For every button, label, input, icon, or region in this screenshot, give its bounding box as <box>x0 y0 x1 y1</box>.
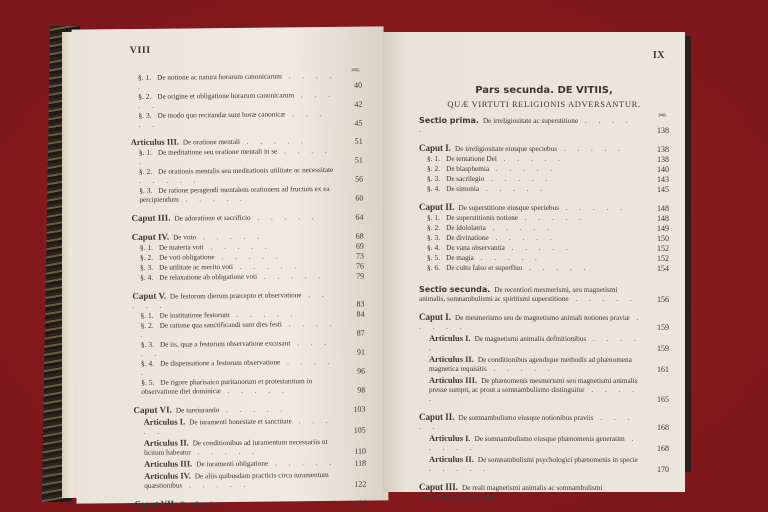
leader-dots: . . . . . <box>473 254 542 262</box>
toc-entry-title: De somnambulismo eiusque phænomenis generatim <box>474 435 625 443</box>
toc-entry-body <box>138 71 344 92</box>
toc-entry-label: §. 3. <box>140 339 154 349</box>
toc-entry-label: Articulus III. <box>130 136 179 148</box>
toc-entry-page: 138 <box>657 155 669 164</box>
toc-entry <box>419 355 669 374</box>
toc-entry-label: §. 2. <box>138 166 153 176</box>
toc-entry-page: 168 <box>657 423 669 432</box>
leader-dots: . . . . . <box>429 435 639 452</box>
toc-entry-title: De phænomenis mesmerismi seu magnetismi animalis presse sumpti, ac prout a somnambulismo distinguitur <box>429 377 638 394</box>
toc-entry-page: 40 <box>354 80 363 90</box>
toc-entry-title: De iis, quæ a festorum observatione excusant <box>159 339 291 349</box>
toc-entry-label: Caput VII. <box>134 498 177 510</box>
toc-entry-page: 98 <box>357 385 366 395</box>
toc-entry-page: 170 <box>657 465 669 474</box>
toc-entry-label: §. 3. <box>138 110 152 120</box>
toc-entry-title: De reali magnetismi animalis ac somnambulismi phænomenorum existentia <box>419 484 603 501</box>
toc-entry-title: De ratione qua sanctificandi sunt dies festi <box>159 320 282 330</box>
pag-label: pag. <box>351 67 360 73</box>
toc-entry-body <box>427 154 651 164</box>
toc-entry-title: De utilitate ac merito voti <box>159 262 234 272</box>
toc-entry <box>419 263 669 273</box>
toc-entry-page: 103 <box>353 404 366 414</box>
toc-entry <box>134 416 366 437</box>
toc-entry-title: De blasphemia <box>446 165 490 173</box>
leader-dots: . . . . . <box>195 232 265 242</box>
page-number-right: IX <box>652 50 665 61</box>
leader-dots: . . . . . <box>257 272 326 281</box>
toc-entry <box>419 285 669 304</box>
left-page <box>72 26 389 510</box>
leader-dots: . . . . . <box>485 224 554 232</box>
leader-dots: . . . . . <box>139 176 201 185</box>
toc-entry-page: 148 <box>657 204 669 213</box>
toc-entry <box>419 116 669 135</box>
toc-entry-title: De recentiori mesmerismi, seu magnetismi animalis, somnambulismi ac spiritismi superstitione <box>419 286 618 303</box>
toc-entry-label: §. 1. <box>139 242 153 252</box>
page-number-left: VIII <box>129 44 151 57</box>
leader-dots: . . . . . <box>518 214 586 222</box>
leader-dots: . . . . . <box>229 310 298 320</box>
leader-dots: . . . . . <box>190 447 259 457</box>
toc-entry-body <box>144 470 348 491</box>
toc-entry <box>131 165 363 186</box>
toc-entry-label: §. 5. <box>141 377 155 387</box>
toc-entry <box>132 271 364 283</box>
leader-dots: . . . . . <box>140 338 332 358</box>
toc-entry-page: 148 <box>657 214 669 223</box>
toc-entry-title: De mesmerismo seu de magnetismo animali notiones praviæ <box>455 314 630 322</box>
toc-entry-body <box>427 184 651 194</box>
toc-entry-label: Caput III. <box>419 482 459 492</box>
leader-dots: . . . . . <box>495 493 564 501</box>
toc-entry <box>419 483 669 502</box>
toc-entry-page: 140 <box>657 165 669 174</box>
leader-dots: . . . . . <box>232 262 302 271</box>
toc-entry-page: 165 <box>657 395 669 404</box>
toc-entry-body <box>141 357 347 378</box>
toc-entry-label: §. 3. <box>139 262 154 272</box>
toc-entry <box>134 437 366 458</box>
toc-entry-label: Articulus II. <box>429 454 474 464</box>
toc-entry-page: 51 <box>354 136 363 146</box>
toc-entry-title: De conditionibus ad iuramentum necessariis ut licitum habeatur <box>143 437 328 457</box>
toc-entry-label: §. 1. <box>138 147 152 157</box>
toc-entry <box>133 319 365 340</box>
toc-entry-page: 84 <box>356 309 365 319</box>
toc-entry <box>130 71 362 92</box>
leader-dots: . . . . . <box>138 90 335 110</box>
toc-entry-page: 56 <box>355 174 364 184</box>
toc-entry-label: §. 4. <box>140 272 154 282</box>
leader-dots: . . . . . <box>419 414 635 431</box>
toc-entry-label: §. 4. <box>427 184 441 193</box>
toc-entry-page: 96 <box>357 366 366 376</box>
toc-entry-body <box>139 165 345 186</box>
leader-dots: . . . . . <box>479 185 548 193</box>
toc-entry-body <box>144 416 348 437</box>
toc-entry <box>131 146 363 167</box>
toc-entry-label: Sectio secunda. <box>419 285 491 294</box>
toc-entry-label: Caput I. <box>419 143 452 153</box>
toc-entry <box>419 154 669 164</box>
toc-entry-body <box>427 253 651 263</box>
toc-entry-label: §. 4. <box>427 243 441 252</box>
toc-entry-page: 51 <box>354 155 363 165</box>
leader-dots: . . . . . <box>429 335 641 352</box>
leader-dots: . . . . . <box>132 290 329 311</box>
leader-dots: . . . . . <box>138 71 337 91</box>
toc-entry-body <box>144 437 348 458</box>
toc-entry-body <box>419 483 651 502</box>
toc-entry-label: Articulus IV. <box>144 470 191 481</box>
toc-entry-label: Caput IV. <box>131 231 170 243</box>
toc-entry-body <box>429 376 651 404</box>
toc-entry-page: 159 <box>657 323 669 332</box>
toc-entry-title: De iuramenti obligatione <box>196 459 269 469</box>
toc-entry <box>130 90 362 111</box>
leader-dots: . . . . . <box>138 109 327 129</box>
toc-entry-body <box>138 90 344 111</box>
toc-entry-label: Caput II. <box>419 202 455 212</box>
leader-dots: . . . . . <box>557 145 625 153</box>
toc-entry <box>419 376 669 404</box>
toc-entry-title: De meditatione seu oratione mentali in se <box>157 147 278 157</box>
toc-entry-body <box>144 458 348 470</box>
toc-entry-body <box>139 146 345 167</box>
toc-entry-body <box>131 212 345 224</box>
toc-entry-body <box>429 455 651 474</box>
part-title: Pars secunda. DE VITIIS, <box>475 85 613 96</box>
toc-entry-title: De simonia <box>446 185 480 193</box>
toc-entry-body <box>419 203 651 213</box>
toc-entry-label: §. 3. <box>139 185 153 195</box>
toc-entry-label: Caput V. <box>132 290 167 302</box>
toc-entry-page: 138 <box>657 126 669 135</box>
toc-entry-title: De magia <box>446 254 474 262</box>
toc-entry <box>419 455 669 474</box>
toc-entry-body <box>141 376 347 397</box>
toc-entry-page: 122 <box>354 479 367 489</box>
toc-entry-page: 60 <box>355 193 364 203</box>
toc-entry-page: 83 <box>356 299 365 309</box>
leader-dots: . . . . . <box>138 146 332 166</box>
toc-entry-page: 68 <box>355 231 364 241</box>
toc-entry-page: 154 <box>657 264 669 273</box>
toc-entry-title: De tentatione Dei <box>446 155 497 163</box>
toc-entry-body <box>427 263 651 273</box>
leader-dots: . . . . . <box>489 165 558 173</box>
toc-entry-body <box>419 413 651 432</box>
toc-entry-body <box>427 164 651 174</box>
toc-entry <box>133 404 365 416</box>
toc-entry <box>419 213 669 223</box>
toc-entry-label: Articulus I. <box>429 433 471 443</box>
toc-entry-label: Caput II. <box>419 412 455 422</box>
toc-entry-title: De voto <box>173 233 197 242</box>
pag-label: pag. <box>658 113 667 118</box>
toc-entry-body <box>427 223 651 233</box>
toc-entry-title: De modo quo recitandæ sunt horæ canonicæ <box>157 110 286 120</box>
toc-list-right <box>419 116 669 502</box>
toc-entry-page: 127 <box>354 498 367 508</box>
toc-entry-page: 69 <box>355 241 364 251</box>
leader-dots: . . . . . <box>558 204 627 212</box>
toc-entry-title: De vana observantia <box>446 244 505 252</box>
leader-dots: . . . . . <box>220 386 289 396</box>
toc-entry-page: 159 <box>657 344 669 353</box>
toc-entry-title: De rigore pharisaico puritanorum et protestantium in observatione diei dominicæ <box>141 377 313 396</box>
toc-entry-page: 118 <box>354 458 367 468</box>
toc-entry-page: 149 <box>657 224 669 233</box>
toc-entry-label: Articulus III. <box>144 458 193 469</box>
toc-entry-page: 76 <box>355 261 365 271</box>
toc-entry <box>419 233 669 243</box>
toc-entry-title: De somnambulismi psychologici phænomenis in specie <box>477 456 638 464</box>
toc-entry-page: 79 <box>356 271 365 281</box>
toc-entry <box>419 203 669 213</box>
toc-entry-page: 64 <box>355 212 364 222</box>
leader-dots: . . . . . <box>486 365 555 373</box>
toc-entry-page: 161 <box>657 365 669 374</box>
toc-entry <box>419 144 669 154</box>
toc-entry-body <box>427 174 651 184</box>
toc-entry <box>419 434 669 453</box>
leader-dots: . . . . . <box>504 244 573 252</box>
toc-entry-label: §. 2. <box>138 91 152 101</box>
part-subtitle: QUÆ VIRTUTI RELIGIONIS ADVERSANTUR. <box>447 99 641 109</box>
toc-entry-title: De idololatria <box>446 224 486 232</box>
toc-entry-label: §. 3. <box>427 174 441 183</box>
toc-entry-body <box>427 233 651 243</box>
toc-entry-page: 138 <box>657 145 669 154</box>
toc-entry-title: De divinatione <box>446 234 489 242</box>
toc-entry-page: 145 <box>657 185 669 194</box>
toc-entry <box>134 470 366 491</box>
toc-entry-body <box>429 334 651 353</box>
leader-dots: . . . . . <box>484 175 553 183</box>
right-page <box>383 32 685 502</box>
leader-dots: . . . . . <box>203 242 272 252</box>
toc-entry <box>419 413 669 432</box>
toc-entry <box>133 376 365 397</box>
toc-entry <box>419 164 669 174</box>
toc-entry-title: De sacrilegio <box>446 175 485 183</box>
toc-entry-title: De irreligiositate eiusque speciebus <box>455 145 558 153</box>
leader-dots: . . . . . <box>496 155 565 163</box>
toc-entry-label: §. 6. <box>427 263 441 272</box>
toc-entry-label: §. 1. <box>427 213 441 222</box>
toc-entry-label: §. 3. <box>427 233 441 242</box>
toc-entry-body <box>429 434 651 453</box>
toc-entry-title: De cultu falso et superfluo <box>446 264 523 272</box>
toc-entry-page: 174 <box>657 493 669 502</box>
toc-entry-title: De relaxatione ab obligatione voti <box>159 272 258 282</box>
leader-dots: . . . . . <box>522 264 591 272</box>
toc-entry-label: Caput III. <box>131 212 171 224</box>
toc-entry-body <box>419 285 651 304</box>
toc-entry-label: §. 1. <box>140 310 154 320</box>
toc-entry-title: De notione ac natura horarum canonicarum <box>157 72 282 82</box>
toc-entry-title: De superstitione eiusque speciebus <box>458 204 559 212</box>
toc-entry-label: §. 2. <box>140 320 154 330</box>
toc-entry <box>133 357 365 378</box>
toc-entry-title: De festorum dierum præcepto et observatione <box>169 291 302 301</box>
toc-entry-title: De origine et obligatione horarum canonicarum <box>157 91 295 101</box>
toc-entry <box>419 184 669 194</box>
toc-entry <box>130 109 362 130</box>
toc-entry-label: §. 2. <box>427 223 441 232</box>
leader-dots: . . . . . <box>568 295 637 303</box>
toc-entry-label: Articulus III. <box>429 375 478 385</box>
toc-entry-title: De adoratione et sacrificio <box>174 213 251 223</box>
toc-entry <box>132 290 364 311</box>
leader-dots: . . . . . <box>250 213 319 222</box>
toc-entry-body <box>429 355 651 374</box>
leader-dots: . . . . . <box>419 117 633 134</box>
toc-entry-body <box>138 109 344 130</box>
toc-entry-label: §. 4. <box>140 358 155 368</box>
leader-dots: . . . . . <box>268 458 337 468</box>
toc-entry-page: 45 <box>354 118 363 128</box>
leader-dots: . . . . . <box>429 386 639 403</box>
toc-entry <box>134 458 366 470</box>
toc-entry-page: 73 <box>355 251 364 261</box>
leader-dots: . . . . . <box>488 234 557 242</box>
leader-dots: . . . . . <box>419 314 644 331</box>
toc-entry-page: 168 <box>657 444 669 453</box>
toc-entry-body <box>427 213 651 223</box>
toc-entry <box>419 223 669 233</box>
toc-entry-page: 110 <box>354 446 367 456</box>
toc-entry-title: De dispensatione a festorum observatione <box>160 358 281 368</box>
toc-entry-label: §. 2. <box>139 252 154 262</box>
toc-entry-title: De materia voti <box>158 243 204 252</box>
toc-entry-title: De superstitionis notione <box>446 214 518 222</box>
toc-entry-label: Caput VI. <box>133 404 172 416</box>
toc-entry-label: Articulus I. <box>143 416 186 427</box>
toc-entry-label: Articulus I. <box>429 333 471 343</box>
toc-entry-body <box>427 243 651 253</box>
toc-entry <box>419 313 669 332</box>
toc-entry-label: Sectio prima. <box>419 116 479 125</box>
toc-entry-title: De irreligiositate ac superstitione <box>482 117 579 125</box>
leader-dots: . . . . . <box>143 416 333 436</box>
leader-dots: . . . . . <box>214 252 283 262</box>
toc-entry-body <box>141 319 347 340</box>
leader-dots: . . . . . <box>429 465 491 473</box>
leader-dots: . . . . . <box>219 405 288 415</box>
toc-entry-page: 42 <box>354 99 363 109</box>
toc-entry-title: De conditionibus agendique methodis ad phænomena magnetica requisitis <box>429 356 632 373</box>
toc-entry <box>131 184 363 205</box>
toc-entry-body <box>419 313 651 332</box>
toc-entry-body <box>141 338 347 359</box>
toc-entry-page: 143 <box>657 175 669 184</box>
toc-entry-label: Articulus II. <box>143 437 189 448</box>
toc-entry-title: De ratione peragendi mentalem orationem ad fructum ex ea percipiendum <box>139 184 330 204</box>
leader-dots: . . . . . <box>178 194 247 204</box>
toc-entry-page: 87 <box>356 328 365 338</box>
toc-entry <box>131 212 363 224</box>
leader-dots: . . . . . <box>182 480 251 490</box>
toc-entry-body <box>139 184 345 205</box>
toc-entry-page: 91 <box>356 347 365 357</box>
toc-entry-label: §. 1. <box>137 72 152 82</box>
toc-entry-body <box>419 144 651 154</box>
toc-entry <box>419 243 669 253</box>
toc-entry-label: Caput I. <box>419 312 452 322</box>
toc-entry-title: De adiuratione <box>180 500 223 509</box>
toc-entry <box>419 253 669 263</box>
toc-entry-page: 105 <box>353 425 366 435</box>
toc-entry <box>419 174 669 184</box>
toc-entry-title: De oratione mentali <box>182 137 241 147</box>
toc-entry-title: De magnetismi animalis definitionibus <box>474 335 587 343</box>
toc-entry-page: 156 <box>657 295 669 304</box>
toc-entry-page: 150 <box>657 234 669 243</box>
leader-dots: . . . . . <box>222 499 291 509</box>
toc-entry-label: §. 2. <box>427 164 441 173</box>
toc-entry-label: §. 5. <box>427 253 441 262</box>
toc-entry-title: De voti obligatione <box>159 253 215 262</box>
toc-entry-page: 152 <box>657 254 669 263</box>
leader-dots: . . . . . <box>141 357 335 377</box>
toc-entry <box>419 334 669 353</box>
toc-entry-title: De institutione festorum <box>159 311 230 320</box>
toc-entry-title: De orationis mentalis seu meditationis utilitate ac necessitate <box>158 165 334 176</box>
toc-entry-body <box>133 404 347 416</box>
toc-entry-label: §. 1. <box>427 154 441 163</box>
leader-dots: . . . . . <box>140 319 337 339</box>
toc-entry-body <box>132 290 346 311</box>
toc-entry <box>133 338 365 359</box>
toc-entry-label: Articulus II. <box>429 354 474 364</box>
toc-entry-title: De iuramenti honestate et sanctitate <box>189 417 292 427</box>
toc-entry-title: De aliis quibusdam practicis circa iuramentum quæstionibus <box>144 470 329 490</box>
toc-entry-title: De iureiurando <box>175 406 220 415</box>
toc-list-left <box>130 71 367 510</box>
toc-entry-body <box>419 116 651 135</box>
toc-entry-page: 152 <box>657 244 669 253</box>
toc-entry-body <box>140 271 346 283</box>
leader-dots: . . . . . <box>239 137 308 146</box>
toc-entry-title: De somnambulismo eiusque notionibus praviis <box>458 414 594 422</box>
